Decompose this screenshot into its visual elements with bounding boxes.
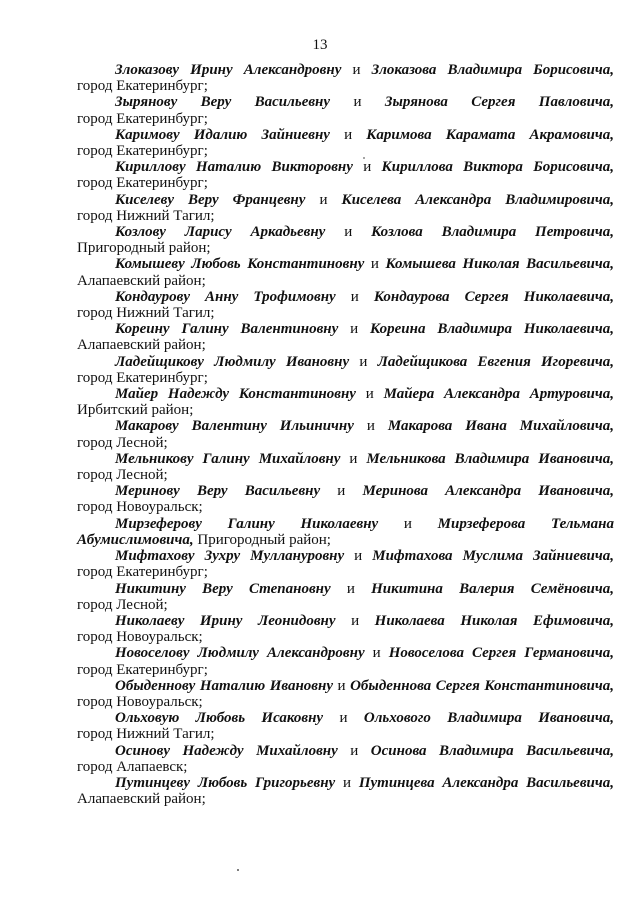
conjunction: и: [359, 353, 368, 370]
names-line: [77, 548, 614, 564]
place: город Екатеринбург;: [77, 564, 208, 581]
page-number: 13: [312, 37, 328, 53]
place: город Новоуральск;: [77, 629, 203, 646]
husband-name: Макарова Ивана Михайловича,: [387, 418, 614, 435]
place: город Алапаевск;: [77, 758, 188, 775]
wife-name: Меринову Веру Васильевну: [115, 483, 321, 500]
list-item: [77, 386, 614, 418]
wife-name: Каримову Идалию Зайниевну: [115, 126, 330, 143]
names-line: [77, 94, 614, 110]
husband-name-continued: Абумислимовича,: [77, 531, 194, 548]
list-item: [77, 743, 614, 775]
husband-name: Козлова Владимира Петровича,: [371, 224, 614, 241]
wife-name: Николаеву Ирину Леонидовну: [115, 612, 336, 629]
place: город Лесной;: [77, 434, 168, 451]
husband-name: Мирзеферова Тельмана: [437, 515, 615, 532]
names-line: [77, 386, 614, 402]
conjunction: и: [350, 742, 359, 759]
wife-name: Ольховую Любовь Исаковну: [115, 710, 324, 727]
list-item: [77, 451, 614, 483]
list-item: [77, 613, 614, 645]
list-item: [77, 289, 614, 321]
conjunction: и: [351, 612, 360, 629]
conjunction: и: [363, 159, 372, 176]
list-item: [77, 94, 614, 126]
names-line: [77, 581, 614, 597]
names-line: [77, 354, 614, 370]
conjunction: и: [319, 191, 328, 208]
husband-name: Злоказова Владимира Борисовича,: [371, 62, 615, 78]
list-item: [77, 418, 614, 450]
wife-name: Путинцеву Любовь Григорьевну: [115, 774, 336, 791]
conjunction: и: [349, 450, 358, 467]
husband-name: Каримова Карамата Акрамовича,: [366, 126, 614, 143]
conjunction: и: [350, 321, 359, 338]
wife-name: Мифтахову Зухру Муллануровну: [115, 548, 345, 565]
conjunction: и: [365, 386, 374, 403]
place: город Екатеринбург;: [77, 143, 208, 160]
husband-name: Новоселова Сергея Германовича,: [388, 645, 615, 662]
husband-name: Осинова Владимира Васильевича,: [370, 742, 614, 759]
wife-name: Комышеву Любовь Константиновну: [115, 256, 365, 273]
wife-name: Мирзеферову Галину Николаевну: [115, 515, 379, 532]
husband-name: Николаева Николая Ефимовича,: [374, 612, 614, 629]
wife-name: Майер Надежду Константиновну: [115, 386, 356, 403]
wife-name: Козлову Ларису Аркадьевну: [115, 224, 326, 241]
names-line: [77, 418, 614, 434]
scan-speck: [363, 157, 365, 159]
place: город Екатеринбург;: [77, 78, 208, 95]
list-item: [77, 256, 614, 288]
wife-name: Зырянову Веру Васильевну: [115, 94, 331, 111]
list-item: [77, 775, 614, 807]
place: город Екатеринбург;: [77, 661, 208, 678]
conjunction: и: [337, 677, 346, 694]
conjunction: и: [339, 710, 348, 727]
names-line: [77, 710, 614, 726]
names-line: [77, 127, 614, 143]
place: Пригородный район;: [197, 531, 331, 548]
list-item: [77, 581, 614, 613]
list-item: [77, 710, 614, 742]
conjunction: и: [350, 288, 359, 305]
list-item: [77, 483, 614, 515]
list-item: [77, 62, 614, 94]
list-item: [77, 192, 614, 224]
wife-name: Злоказову Ирину Александровну: [115, 62, 342, 78]
names-line: [77, 743, 614, 759]
place: город Нижний Тагил;: [77, 305, 215, 322]
names-line: [77, 775, 614, 791]
conjunction: и: [343, 774, 352, 791]
names-line: [77, 62, 614, 78]
place: город Лесной;: [77, 596, 168, 613]
husband-name: Путинцева Александра Васильевича,: [358, 774, 615, 791]
names-line: [77, 321, 614, 337]
place: город Лесной;: [77, 467, 168, 484]
place: Алапаевский район;: [77, 272, 206, 289]
names-line: [77, 224, 614, 240]
names-line: [77, 451, 614, 467]
list-item: [77, 516, 614, 548]
place: город Екатеринбург;: [77, 110, 208, 127]
scan-speck: [237, 869, 239, 871]
list-item: [77, 224, 614, 256]
conjunction: и: [352, 62, 361, 78]
husband-name: Никитина Валерия Семёновича,: [371, 580, 615, 597]
place: город Нижний Тагил;: [77, 207, 215, 224]
wife-name: Мельникову Галину Михайловну: [115, 450, 341, 467]
place: город Новоуральск;: [77, 499, 203, 516]
husband-name: Ладейщикова Евгения Игоревича,: [377, 353, 615, 370]
place: Пригородный район;: [77, 240, 211, 257]
wife-name: Киселеву Веру Францевну: [115, 191, 306, 208]
husband-name: Мифтахова Муслима Зайниевича,: [372, 548, 615, 565]
husband-name: Майера Александра Артуровича,: [383, 386, 614, 403]
conjunction: и: [344, 224, 353, 241]
wife-name: Осинову Надежду Михайловну: [115, 742, 338, 759]
conjunction: и: [370, 256, 379, 273]
conjunction: и: [346, 580, 355, 597]
wife-name: Кореину Галину Валентиновну: [115, 321, 339, 338]
wife-name: Кондаурову Анну Трофимовну: [115, 288, 336, 305]
names-line: [77, 645, 614, 661]
names-line: [77, 192, 614, 208]
place: город Нижний Тагил;: [77, 726, 215, 743]
conjunction: и: [353, 94, 362, 111]
wife-name: Кириллову Наталию Викторовну: [115, 159, 353, 176]
husband-name: Комышева Николая Васильевича,: [385, 256, 614, 273]
husband-name: Мельникова Владимира Ивановича,: [366, 450, 614, 467]
place: Алапаевский район;: [77, 337, 206, 354]
husband-name: Кондаурова Сергея Николаевича,: [373, 288, 614, 305]
husband-name: Меринова Александра Ивановича,: [362, 483, 615, 500]
conjunction: и: [372, 645, 381, 662]
wife-name: Ладейщикову Людмилу Ивановну: [115, 353, 350, 370]
husband-name: Киселева Александра Владимировича,: [341, 191, 614, 208]
list-item: [77, 678, 614, 710]
husband-name: Зырянова Сергея Павловича,: [384, 94, 615, 111]
conjunction: и: [403, 515, 412, 532]
wife-name: Никитину Веру Степановну: [115, 580, 331, 597]
document-body: [77, 62, 614, 807]
names-line: [77, 483, 614, 499]
list-item: [77, 354, 614, 386]
wife-name: Обыденнову Наталию Ивановну: [115, 677, 333, 694]
place-line: [77, 532, 614, 548]
wife-name: Новоселову Людмилу Александровну: [115, 645, 365, 662]
place: город Екатеринбург;: [77, 175, 208, 192]
names-line: [77, 613, 614, 629]
names-line: [77, 159, 614, 175]
conjunction: и: [337, 483, 346, 500]
list-item: [77, 159, 614, 191]
place: Алапаевский район;: [77, 791, 206, 808]
husband-name: Кириллова Виктора Борисовича,: [381, 159, 615, 176]
names-line: [77, 289, 614, 305]
names-line: [77, 678, 614, 694]
conjunction: и: [366, 418, 375, 435]
names-line: [77, 516, 614, 532]
list-item: [77, 127, 614, 159]
husband-name: Обыденнова Сергея Константиновича,: [350, 677, 614, 694]
list-item: [77, 548, 614, 580]
husband-name: Кореина Владимира Николаевича,: [370, 321, 615, 338]
place: город Новоуральск;: [77, 693, 203, 710]
place: Ирбитский район;: [77, 402, 194, 419]
names-line: [77, 256, 614, 272]
place: город Екатеринбург;: [77, 369, 208, 386]
list-item: [77, 645, 614, 677]
conjunction: и: [354, 548, 363, 565]
list-item: [77, 321, 614, 353]
husband-name: Ольхового Владимира Ивановича,: [363, 710, 615, 727]
wife-name: Макарову Валентину Ильиничну: [115, 418, 354, 435]
conjunction: и: [344, 126, 353, 143]
